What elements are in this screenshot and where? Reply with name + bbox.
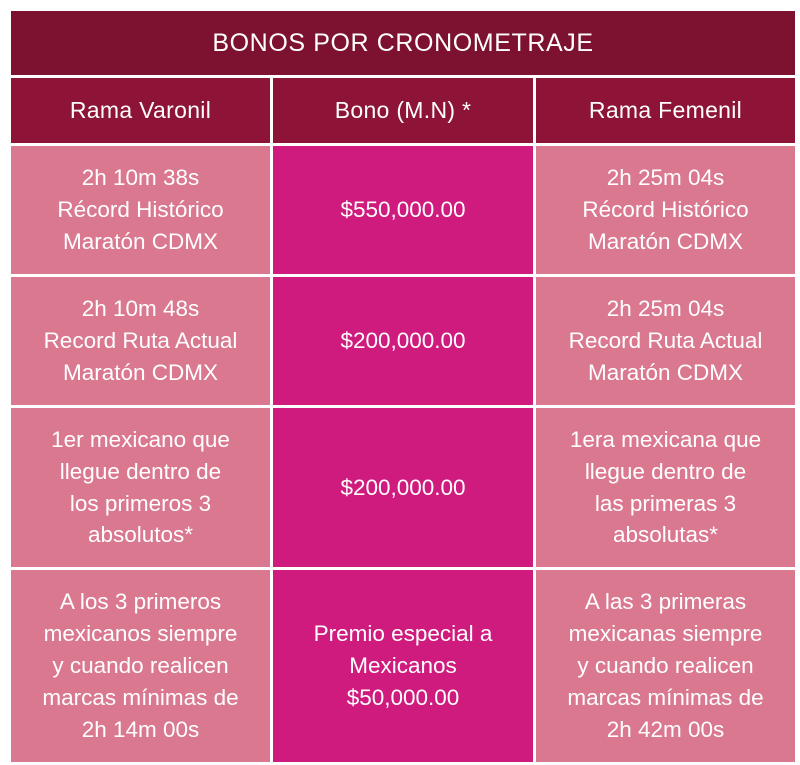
cell-femenil-4 [536,570,795,762]
cell-bono-3 [273,408,533,568]
cell-line: llegue dentro de [584,458,747,484]
cell-line: $550,000.00 [340,196,466,222]
cell-line: absolutos* [87,522,194,548]
cell-line: Maratón CDMX [587,228,744,254]
cell-line: $200,000.00 [340,327,466,353]
cell-line: 2h 10m 48s [81,295,200,321]
bonos-table [8,8,798,765]
table-row [11,146,795,274]
cell-line: 2h 25m 04s [606,165,725,190]
cell-line: Récord Histórico [57,196,224,222]
cell-line: Mexicanos [349,653,457,679]
cell-line: Record Ruta Actual [568,327,763,353]
cell-line: 2h 14m 00s [81,717,200,743]
cell-varonil-4 [11,570,270,762]
cell-line: 1era mexicana que [569,426,762,452]
cell-line: los primeros 3 [69,490,212,516]
cell-bono-2 [273,277,533,405]
cell-varonil-2 [11,277,270,405]
cell-line: Récord Histórico [582,196,749,222]
cell-line: Maratón CDMX [587,359,744,385]
header-rama-femenil: Rama Femenil [536,78,795,143]
table-title-row [11,11,795,75]
cell-line: Premio especial a [313,621,493,647]
cell-line: $50,000.00 [346,685,460,711]
cell-line: y cuando realicen [52,653,229,679]
cell-line: Record Ruta Actual [43,327,238,353]
cell-femenil-1 [536,146,795,274]
cell-line: Maratón CDMX [62,359,219,385]
table-header-row [11,78,795,143]
cell-line: y cuando realicen [577,653,754,679]
cell-line: $200,000.00 [340,474,466,500]
table-row [11,408,795,568]
cell-line: llegue dentro de [59,458,222,484]
cell-line: A los 3 primeros [59,589,222,615]
cell-line: 1er mexicano que [51,426,230,452]
header-bono: Bono (M.N) * [273,78,533,143]
cell-line: 2h 25m 04s [606,295,725,321]
cell-varonil-3 [11,408,270,568]
cell-line: marcas mínimas de [42,685,239,711]
cell-line: las primeras 3 [594,490,737,516]
cell-line: marcas mínimas de [567,685,764,711]
table-row [11,570,795,762]
cell-line: Maratón CDMX [62,228,219,254]
cell-bono-4 [273,570,533,762]
cell-varonil-1 [11,146,270,274]
header-rama-varonil: Rama Varonil [11,78,270,143]
cell-femenil-2 [536,277,795,405]
cell-line: mexicanos siempre [43,621,238,647]
table-title: BONOS POR CRONOMETRAJE [11,11,795,75]
cell-line: mexicanas siempre [568,621,763,647]
cell-line: A las 3 primeras [584,589,747,615]
cell-line: 2h 10m 38s [81,165,200,190]
table-row [11,277,795,405]
cell-bono-1 [273,146,533,274]
cell-line: absolutas* [612,522,719,548]
cell-femenil-3 [536,408,795,568]
cell-line: 2h 42m 00s [606,717,725,743]
